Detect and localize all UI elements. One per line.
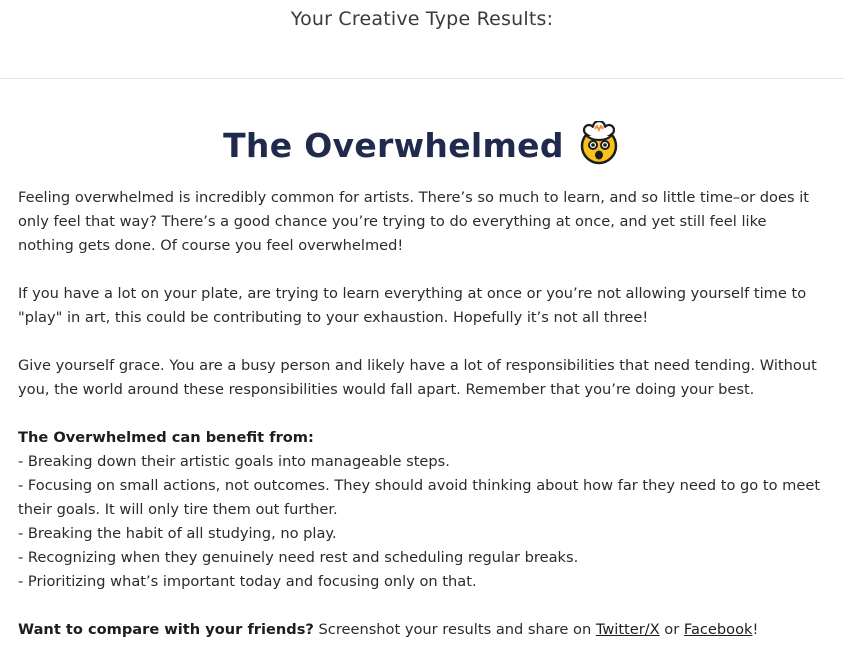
paragraph-grace: Give yourself grace. You are a busy person and likely have a lot of responsibilities that need tending. Without you, the world around these responsibilities would fall apart. Remember that you’re doing your best. — [18, 357, 817, 398]
result-title: The Overwhelmed — [223, 125, 564, 165]
share-end: ! — [752, 621, 759, 638]
result-heading — [18, 123, 826, 175]
benefit-item: - Breaking down their artistic goals into manageable steps. — [18, 453, 450, 470]
share-prompt: Want to compare with your friends? — [18, 621, 314, 638]
paragraph-intro: Feeling overwhelmed is incredibly common for artists. There’s so much to learn, and so little time–or does it only feel that way? There’s a good chance you’re trying to do everything at once, and yet still feel like nothing gets done. Of course you feel overwhelmed! — [18, 189, 809, 254]
benefit-item: - Prioritizing what’s important today and focusing only on that. — [18, 573, 477, 590]
facebook-link[interactable]: Facebook — [683, 621, 753, 638]
benefits-section — [18, 426, 826, 594]
benefit-item: - Recognizing when they genuinely need rest and scheduling regular breaks. — [18, 549, 579, 566]
paragraph-causes: If you have a lot on your plate, are trying to learn everything at once or you’re not allowing yourself time to "play" in art, this could be contributing to your exhaustion. Hopefully it’s not all three! — [18, 285, 807, 326]
share-line — [18, 618, 826, 642]
benefit-item: - Focusing on small actions, not outcomes. They should avoid thinking about how far they need to go to meet their goals. It will only tire them out further. — [18, 477, 821, 518]
benefit-item: - Breaking the habit of all studying, no play. — [18, 525, 337, 542]
share-or-text: or — [659, 621, 684, 638]
page-header — [0, 0, 844, 79]
share-text: Screenshot your results and share on — [313, 621, 596, 638]
twitter-link[interactable]: Twitter/X — [595, 621, 660, 638]
benefits-heading: The Overwhelmed can benefit from: — [18, 429, 314, 446]
exploding-head-emoji-icon — [577, 121, 621, 165]
page-title: Your Creative Type Results: — [290, 8, 554, 30]
result-content — [0, 123, 844, 642]
